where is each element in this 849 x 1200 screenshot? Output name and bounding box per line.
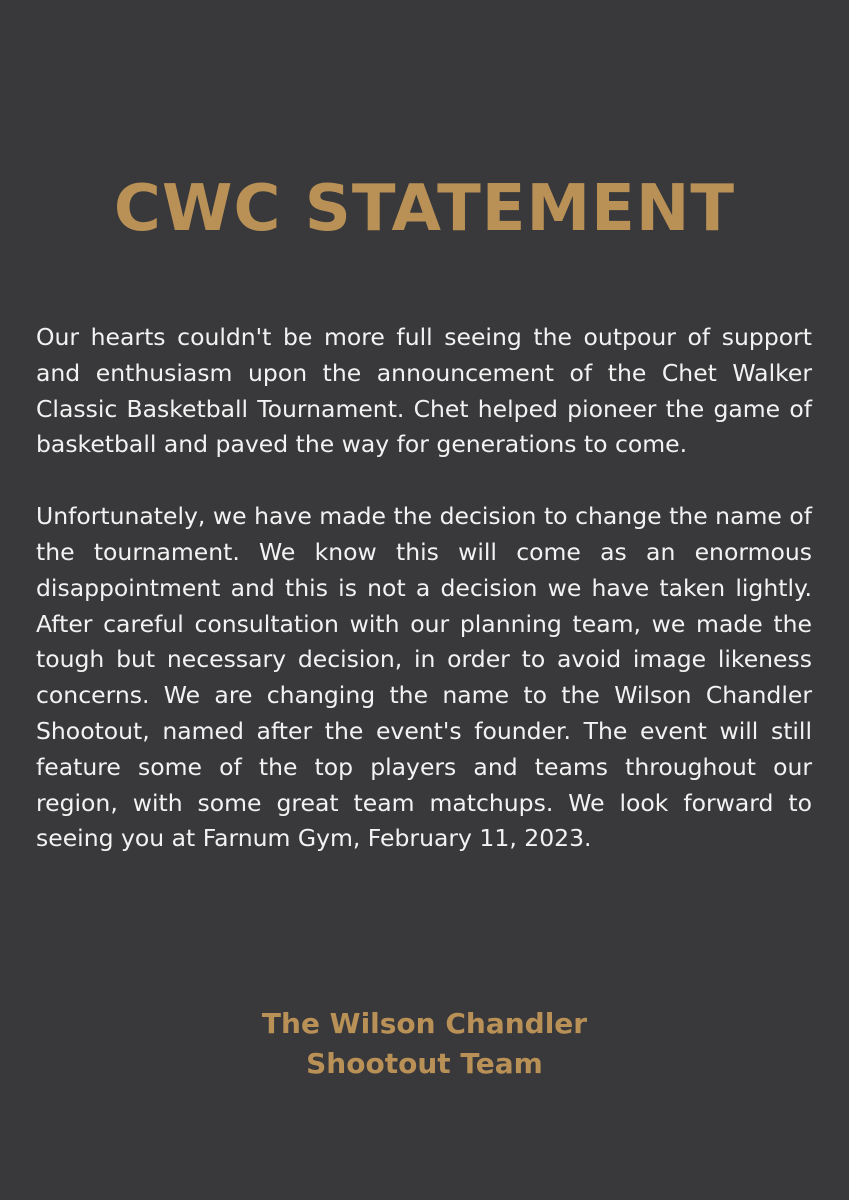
paragraph-name-change: Unfortunately, we have made the decision to change the name of the tournament. We know this will come as an enormous disappointment and this is not a decision we have taken lightly. After careful consultation with our planning team, we made the tough but necessary decision, in order to avoid image likeness concerns. We are changing the name to the Wilson Chandler Shootout, named after the event's founder. The event will still feature some of the top players and teams throughout our region, with some great team matchups. We look forward to seeing you at Farnum Gym, February 11, 2023.	[36, 502, 812, 853]
page-title: CWC STATEMENT	[113, 172, 736, 246]
signoff	[0, 1004, 849, 1084]
paragraph-intro: Our hearts couldn't be more full seeing the outpour of support and enthusiasm upon the announcement of the Chet Walker Classic Basketball Tournament. Chet helped pioneer the game of basketball and paved the way for generations to come.	[36, 323, 812, 459]
signoff-line-1: The Wilson Chandler	[261, 1007, 588, 1040]
signoff-line-2: Shootout Team	[306, 1047, 543, 1080]
statement-body	[36, 320, 812, 857]
